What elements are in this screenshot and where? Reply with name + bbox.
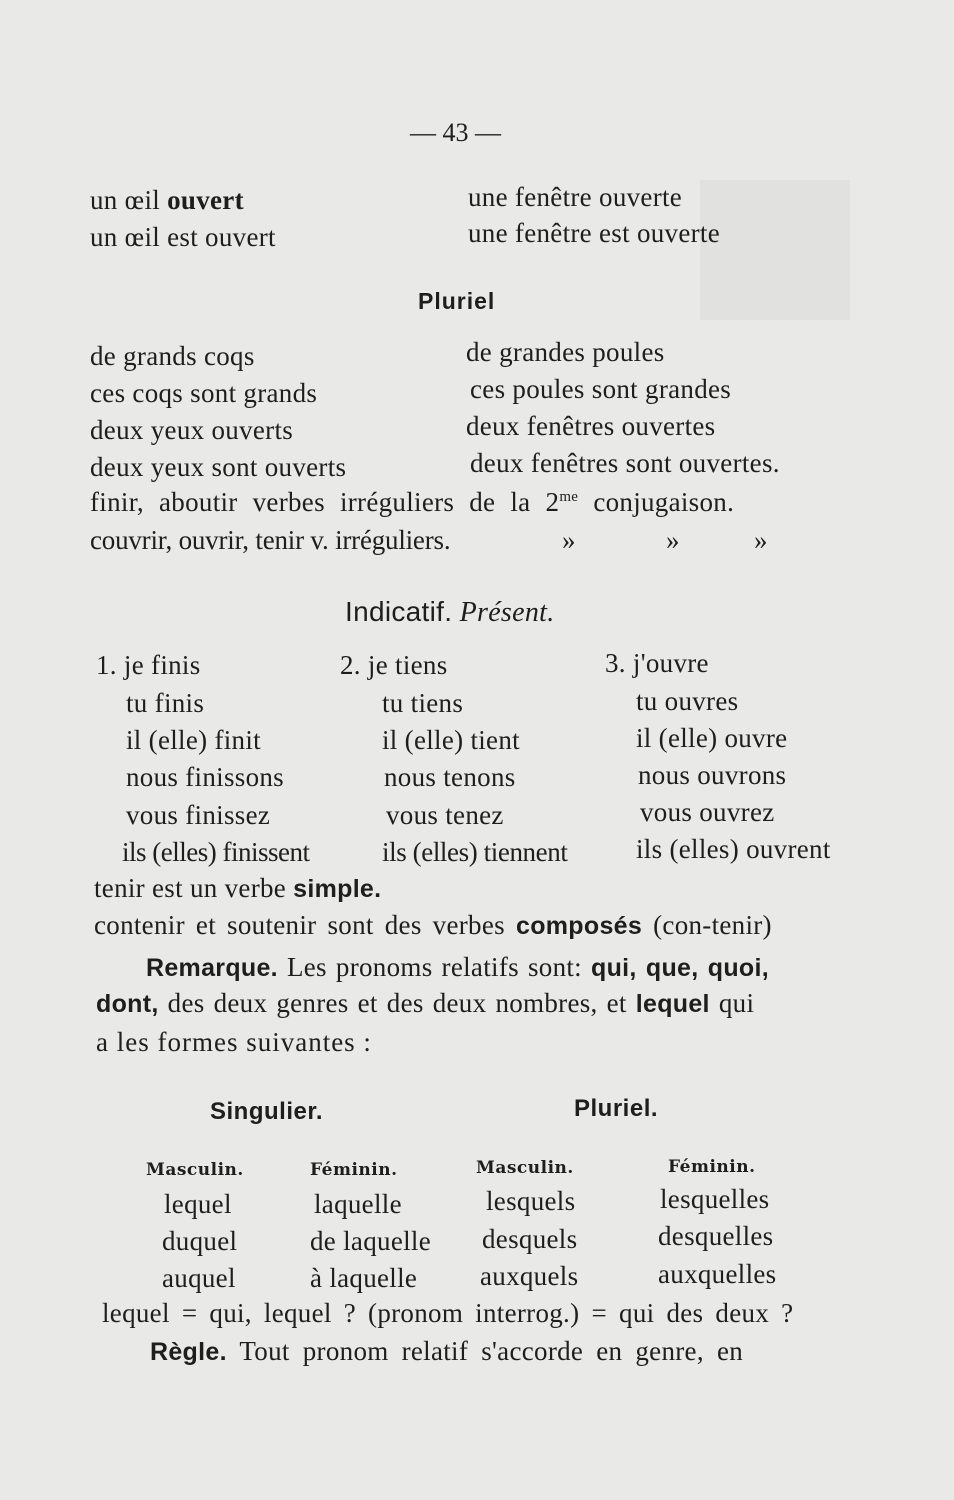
plural-left-2: ces coqs sont grands [90,378,318,408]
conj-col3-2: tu ouvres [636,686,739,716]
conj-col2-2: tu tiens [382,688,464,718]
tenir-line-text: tenir est un verbe [94,873,294,903]
indicatif-label: Indicatif. [345,596,453,627]
contenir-line-post: (con-tenir) [642,910,772,940]
conj-col1-1: 1. je finis [96,650,201,680]
table-cell-1-1: lequel [164,1189,232,1219]
conj-col3-1: 3. j'ouvre [605,648,709,678]
table-cell-3-4: auxquelles [658,1259,777,1289]
remarque-line-1 [146,952,769,983]
finir-line-text: finir, aboutir verbes irréguliers de la 2 [90,487,560,517]
finir-line-post: conjugaison. [578,487,735,517]
table-cell-2-1: duquel [162,1226,238,1256]
top-pair-left-1-bold: ouvert [167,185,244,215]
contenir-line-bold: composés [516,912,643,940]
conj-col1-2: tu finis [126,688,205,718]
table-cell-1-4: lesquelles [660,1184,770,1214]
remarque-line-1-text: Les pronoms relatifs sont: [277,952,592,982]
conj-col1-4: nous finissons [126,762,284,792]
plural-right-4: deux fenêtres sont ouvertes. [470,448,780,478]
conj-col2-6: ils (elles) tiennent [382,837,568,867]
conj-col2-5: vous tenez [386,800,504,830]
conj-col2-4: nous tenons [384,762,516,792]
contenir-line-text: contenir et soutenir sont des verbes [94,910,516,940]
conj-col2-1: 2. je tiens [340,650,448,680]
tenir-line [94,873,381,904]
remarque-line-2-text: des deux genres et des deux nombres, et [158,988,636,1018]
table-cell-2-2: de laquelle [310,1226,431,1256]
table-header-4: Féminin. [668,1157,756,1177]
plural-right-2: ces poules sont grandes [470,374,732,404]
table-cell-2-3: desquels [482,1224,578,1254]
couvrir-quote-3: » [754,525,768,555]
lequel-line: lequel = qui, lequel ? (pronom interrog.) = qui des deux ? [102,1298,794,1328]
indicatif-heading [345,596,555,629]
plural-right-1: de grandes poules [466,337,665,367]
table-cell-3-1: auquel [162,1263,236,1293]
table-header-3: Masculin. [476,1158,574,1178]
remarque-label: Remarque. [146,954,278,982]
indicatif-tense: Présent. [459,597,555,628]
remarque-line-2 [96,988,754,1019]
conj-col3-5: vous ouvrez [640,797,775,827]
table-cell-2-4: desquelles [658,1221,774,1251]
table-singulier-heading: Singulier. [210,1098,324,1125]
regle-line [150,1336,743,1367]
remarque-line-2-bold1: dont, [96,990,159,1018]
remarque-line-2-post: qui [709,988,755,1018]
remarque-line-1-bold: qui, que, quoi, [591,954,769,982]
page-number: — 43 — [410,118,501,147]
contenir-line [94,910,772,941]
tenir-line-bold: simple. [293,875,382,903]
top-pair-left-2: un œil est ouvert [90,222,276,252]
plural-left-3: deux yeux ouverts [90,415,294,445]
table-cell-3-3: auxquels [480,1261,579,1291]
remarque-line-2-bold2: lequel [635,990,710,1018]
regle-text: Tout pronom relatif s'accorde en genre, en [226,1336,744,1366]
conj-col1-3: il (elle) finit [126,725,261,755]
table-header-1: Masculin. [146,1160,244,1180]
conj-col3-4: nous ouvrons [638,760,787,790]
top-pair-left-1 [90,185,244,216]
couvrir-quote-2: » [666,525,680,555]
conj-col1-6: ils (elles) finissent [122,837,310,867]
remarque-line-3: a les formes suivantes : [96,1027,372,1057]
table-cell-1-2: laquelle [314,1189,402,1219]
top-pair-left-1-text: un œil [90,185,168,215]
plural-left-1: de grands coqs [90,341,255,371]
finir-line [90,487,734,518]
top-pair-right-1: une fenêtre ouverte [468,182,683,212]
table-header-2: Féminin. [310,1160,398,1180]
conj-col1-5: vous finissez [126,800,271,830]
conj-col3-3: il (elle) ouvre [636,723,788,753]
conj-col3-6: ils (elles) ouvrent [636,834,831,864]
couvrir-line: couvrir, ouvrir, tenir v. irréguliers. [90,525,451,555]
top-pair-right-2: une fenêtre est ouverte [468,218,721,248]
table-cell-1-3: lesquels [486,1186,576,1216]
table-cell-3-2: à laquelle [310,1263,418,1293]
plural-right-3: deux fenêtres ouvertes [466,411,716,441]
pluriel-heading: Pluriel [418,288,496,314]
table-pluriel-heading: Pluriel. [574,1095,659,1122]
couvrir-quote-1: » [562,525,576,555]
plural-left-4: deux yeux sont ouverts [90,452,347,482]
conj-col2-3: il (elle) tient [382,725,520,755]
regle-label: Règle. [150,1338,227,1366]
finir-line-sup: me [559,489,579,505]
